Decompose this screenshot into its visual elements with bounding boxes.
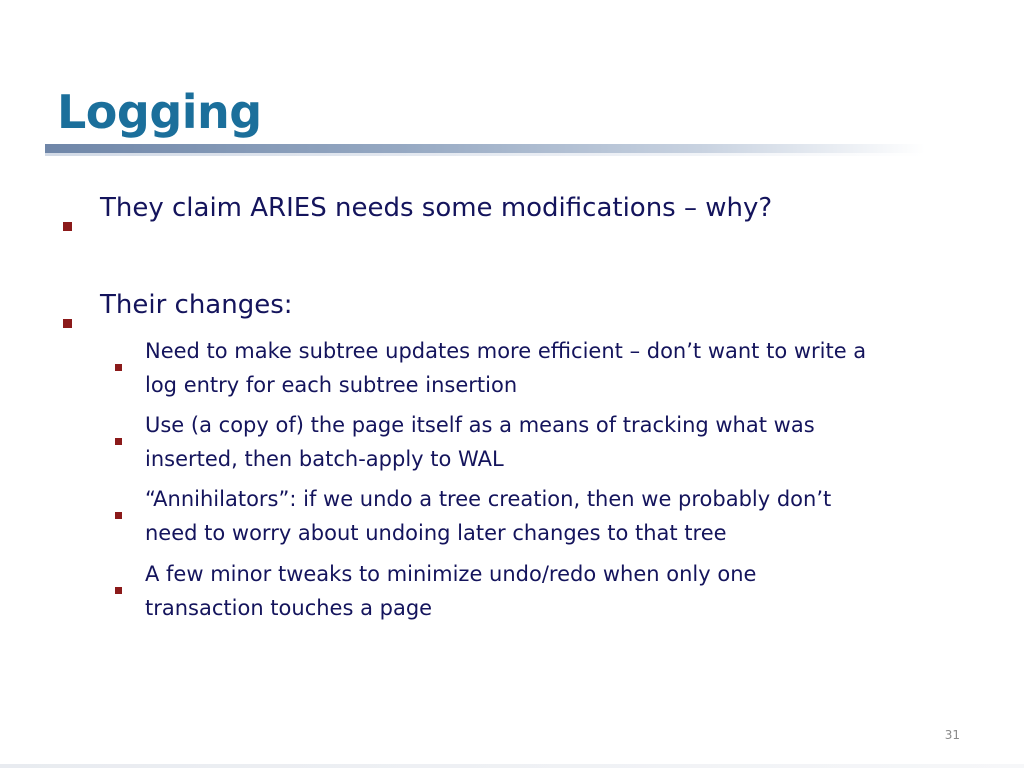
- square-bullet-icon: [115, 421, 122, 428]
- square-bullet-icon: [115, 570, 122, 577]
- square-bullet-icon: [63, 302, 72, 311]
- sub-bullet-subtree-updates: [145, 334, 975, 402]
- sub-bullet-minor-tweaks: [145, 557, 975, 625]
- bullet-aries-modifications: [100, 190, 980, 226]
- sub-bullet-line-2: need to worry about undoing later changes to that tree: [145, 521, 727, 545]
- sub-bullet-line-1: A few minor tweaks to minimize undo/redo when only one: [145, 562, 757, 586]
- sub-bullet-line-1: “Annihilators”: if we undo a tree creation, then we probably don’t: [145, 487, 832, 511]
- square-bullet-icon: [63, 205, 72, 214]
- bullet-their-changes: [100, 287, 980, 323]
- bullet-text: They claim ARIES needs some modifications – why?: [100, 193, 773, 223]
- square-bullet-icon: [115, 347, 122, 354]
- bullet-text: Their changes:: [100, 290, 293, 320]
- sub-bullet-line-2: transaction touches a page: [145, 596, 433, 620]
- sub-bullet-annihilators: [145, 482, 975, 550]
- slide-title: Logging: [57, 85, 262, 139]
- sub-bullet-line-2: log entry for each subtree insertion: [145, 373, 518, 397]
- sub-bullet-line-2: inserted, then batch-apply to WAL: [145, 447, 504, 471]
- slide-number: 31: [944, 728, 960, 742]
- square-bullet-icon: [115, 495, 122, 502]
- bottom-border: [0, 764, 1024, 768]
- sub-bullet-line-1: Use (a copy of) the page itself as a means of tracking what was: [145, 413, 815, 437]
- sub-bullet-page-copy: [145, 408, 975, 476]
- sub-bullet-line-1: Need to make subtree updates more efficient – don’t want to write a: [145, 339, 867, 363]
